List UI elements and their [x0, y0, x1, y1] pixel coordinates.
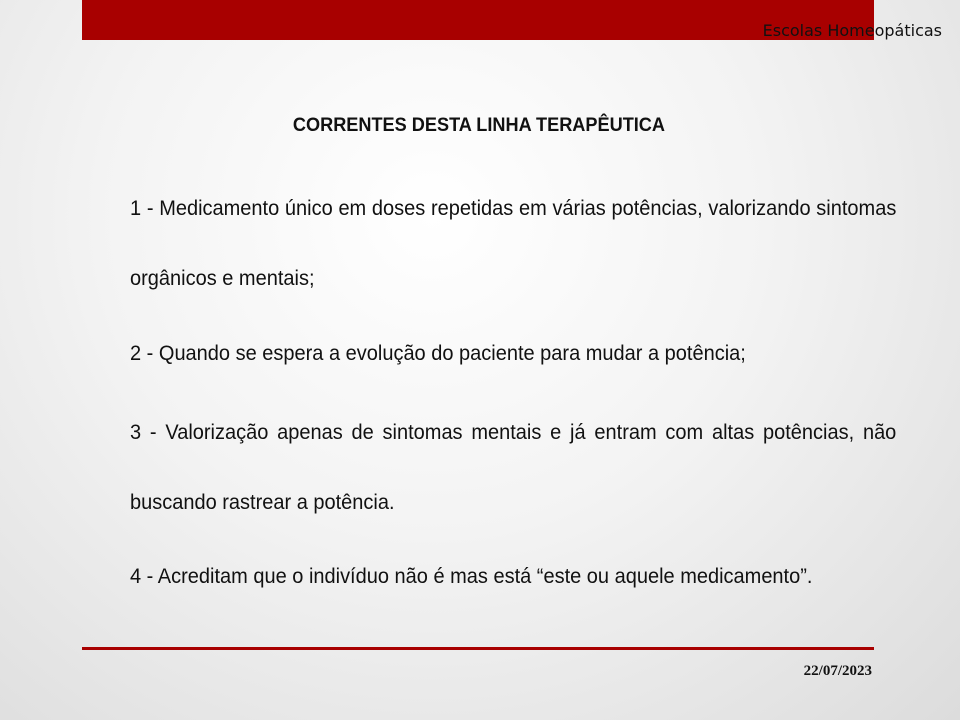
- list-item-4: 4 - Acreditam que o indivíduo não é mas está “este ou aquele medicamento”.: [130, 564, 813, 588]
- slide-title: CORRENTES DESTA LINHA TERAPÊUTICA: [292, 114, 666, 136]
- footer-divider: [82, 647, 874, 650]
- list-item-2: 2 - Quando se espera a evolução do paciente para mudar a potência;: [130, 341, 746, 365]
- list-item-3: 3 - Valorização apenas de sintomas mentais e já entram com altas potências, não buscando rastrear a potência.: [130, 420, 897, 514]
- header-band: [82, 0, 874, 40]
- brand-label: Escolas Homeopáticas: [762, 21, 942, 40]
- footer-date: 22/07/2023: [803, 663, 872, 679]
- list-item-1: 1 - Medicamento único em doses repetidas em várias potências, valorizando sintomas orgânicos e mentais;: [130, 196, 897, 290]
